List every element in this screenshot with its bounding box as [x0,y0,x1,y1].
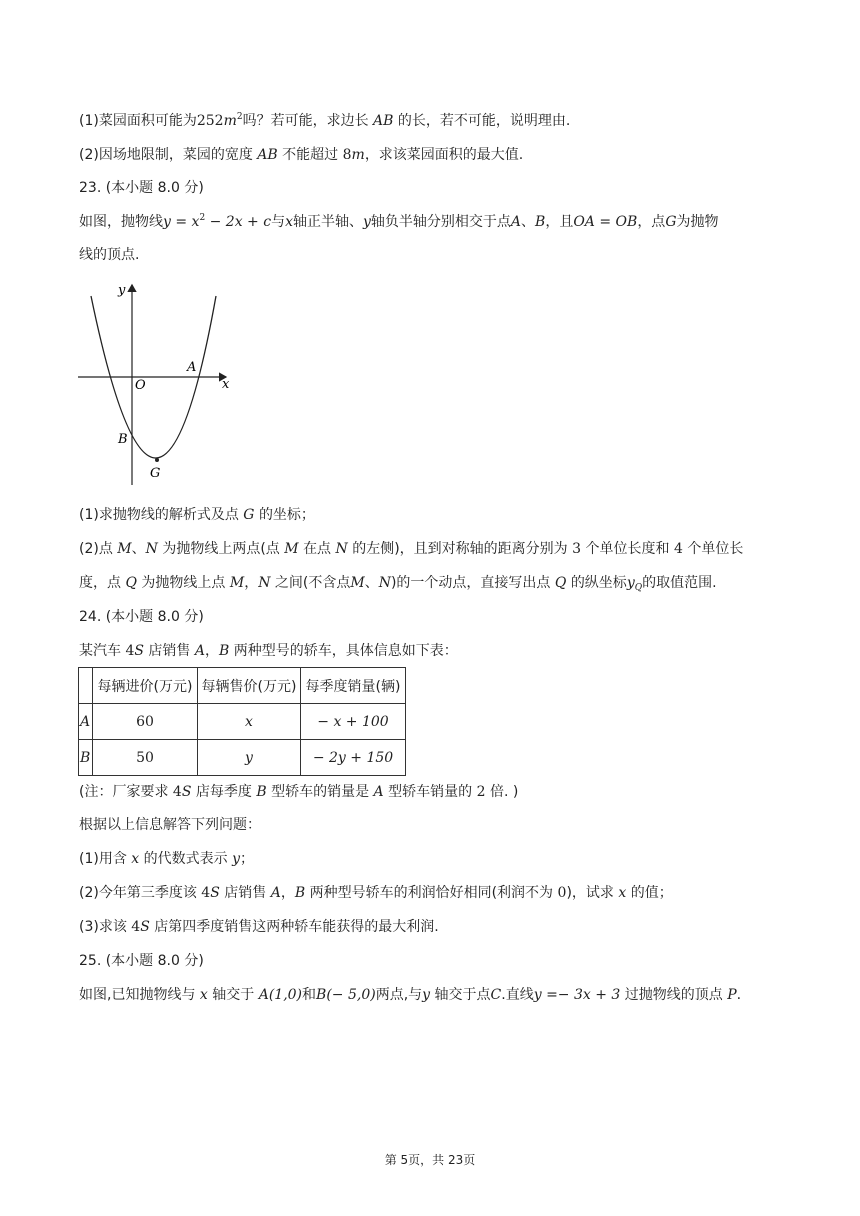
point-a-label: A [187,360,197,375]
point-g-label: G [150,466,161,481]
vertex-point [155,458,159,462]
q23-header: 23. (本小题 8.0 分) [79,180,204,196]
table-header-cell [79,668,93,704]
q23-part1: (1)求抛物线的解析式及点 G 的坐标； [79,507,315,523]
table-row [79,704,406,740]
table-row-label: A [79,704,93,740]
table-header-row [79,668,406,704]
table-cell-sales: − x + 100 [301,704,406,740]
y-axis-label: y [118,283,126,298]
page-footer: 第 5页，共 23页 [384,1153,476,1167]
origin-label: O [135,378,146,393]
table-cell-price: x [198,704,301,740]
q24-lead: 根据以上信息解答下列问题： [79,817,261,833]
table-cell-cost: 50 [93,740,198,776]
q22-part2: (2)因场地限制，菜园的宽度 AB 不能超过 8m，求该菜园面积的最大值. [79,147,524,163]
table-cell-price: y [198,740,301,776]
table-row-label: B [79,740,93,776]
table-cell-sales: − 2y + 150 [301,740,406,776]
q22-part1: (1)菜园面积可能为$252m^2$吗？若可能，求边长 AB 的长，若不可能，说明理由. [79,112,571,129]
sales-table [78,667,406,776]
point-b-label: B [118,432,128,447]
table-header-cell: 每季度销量(辆) [301,668,406,704]
table-row [79,740,406,776]
q25-header: 25. (本小题 8.0 分) [79,953,204,969]
table-header-cell: 每辆进价(万元) [93,668,198,704]
table-header-cell: 每辆售价(万元) [198,668,301,704]
q23-intro-cont: 线的顶点. [79,247,140,263]
parabola-figure [76,280,246,485]
q24-note: (注：厂家要求 4S 店每季度 B 型轿车的销量是 A 型轿车销量的 2 倍. ) [79,784,519,800]
x-axis-label: x [222,377,230,392]
q25-intro: 如图,已知抛物线与 x 轴交于 A(1,0)和B(− 5,0)两点,与y 轴交于点C.直线y =− 3x + 3 过抛物线的顶点 P. [79,987,742,1003]
q23-part2: (2)点 M、N 为抛物线上两点(点 M 在点 N 的左侧)，且到对称轴的距离分别为 3 个单位长度和 4 个单位长 [79,541,744,557]
table-cell-cost: 60 [93,704,198,740]
q23-intro: 如图，抛物线$y = x^2 - 2x + c$与x轴正半轴、y轴负半轴分别相交于点A、B，且OA = OB，点G为抛物 [79,213,719,230]
q24-part2: (2)今年第三季度该 4S 店销售 A，B 两种型号轿车的利润恰好相同(利润不为 0)，试求 x 的值； [79,885,673,901]
q23-part2-cont: 度，点 Q 为抛物线上点 M，N 之间(不含点M、N)的一个动点，直接写出点 Q 的纵坐标$y_Q$的取值范围. [79,575,717,593]
q24-part3: (3)求该 4S 店第四季度销售这两种轿车能获得的最大利润. [79,919,439,935]
q24-header: 24. (本小题 8.0 分) [79,609,204,625]
q24-part1: (1)用含 x 的代数式表示 y； [79,851,255,867]
q24-intro: 某汽车 4S 店销售 A，B 两种型号的轿车，具体信息如下表： [79,643,458,659]
